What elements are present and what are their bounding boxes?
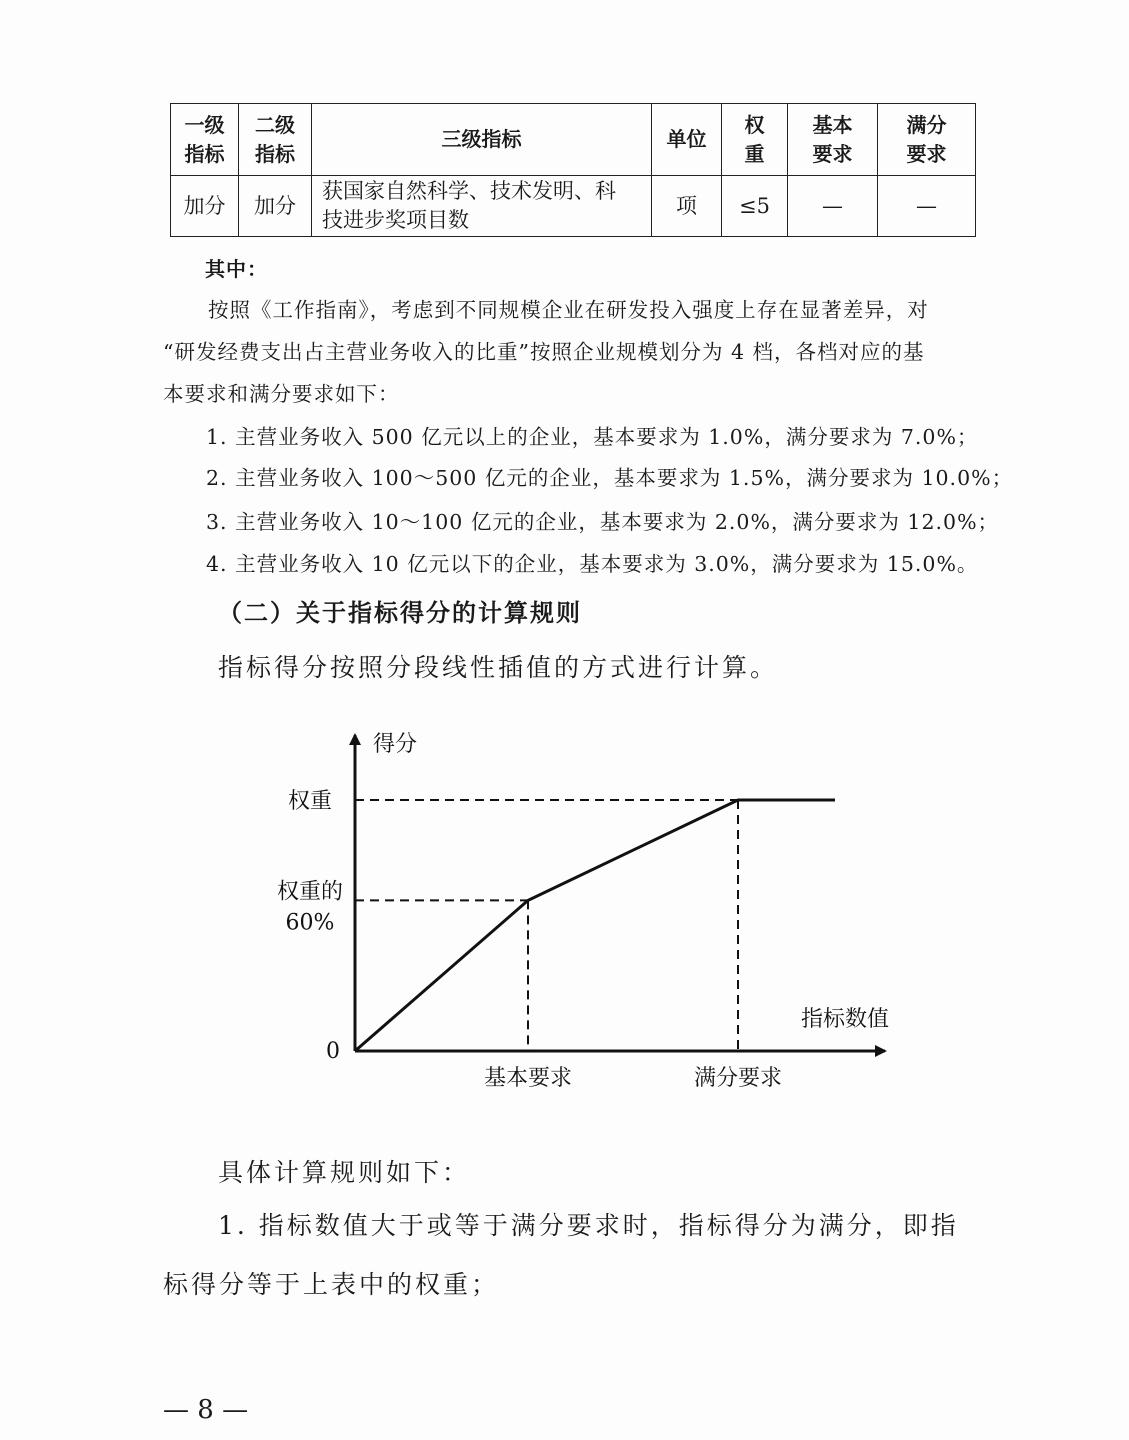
y-tick-60pct-line2: 60%: [285, 910, 335, 936]
cell-level2: 加分: [239, 176, 312, 237]
header-basic: 基本 要求: [788, 104, 878, 176]
rule1-line1: 1. 指标数值大于或等于满分要求时，指标得分为满分，即指: [218, 1211, 959, 1240]
header-level1: 一级 指标: [171, 104, 239, 176]
x-tick-full: 满分要求: [693, 1066, 783, 1091]
table-header-row: [171, 104, 976, 176]
section-intro: 指标得分按照分段线性插值的方式进行计算。: [218, 653, 779, 682]
header-full: 满分 要求: [878, 104, 976, 176]
cell-basic: —: [788, 176, 878, 237]
x-axis-label: 指标数值: [800, 1007, 890, 1032]
rule1-line2: 标得分等于上表中的权重；: [163, 1270, 500, 1299]
cell-weight: ≤5: [722, 176, 788, 237]
note-intro-line2: “研发经费支出占主营业务收入的比重”按照企业规模划分为 4 档，各档对应的基: [163, 340, 925, 364]
cell-unit: 项: [652, 176, 722, 237]
y-tick-60pct-line1: 权重的: [276, 879, 344, 905]
note-item: 1. 主营业务收入 500 亿元以上的企业，基本要求为 1.0%，满分要求为 7.0%；: [206, 425, 979, 449]
note-heading: 其中：: [205, 257, 268, 281]
header-unit: 单位: [652, 104, 722, 176]
y-axis-label: 得分: [373, 732, 418, 757]
cell-full: —: [878, 176, 976, 237]
header-weight: 权 重: [722, 104, 788, 176]
section-heading: （二）关于指标得分的计算规则: [218, 599, 582, 627]
note-item: 2. 主营业务收入 100～500 亿元的企业，基本要求为 1.5%，满分要求为 10.0%；: [206, 466, 1014, 490]
x-tick-basic: 基本要求: [483, 1066, 573, 1091]
header-level3: 三级指标: [312, 104, 652, 176]
y-tick-weight: 权重: [287, 789, 333, 814]
note-item: 4. 主营业务收入 10 亿元以下的企业，基本要求为 3.0%，满分要求为 15.0%。: [206, 552, 979, 576]
note-intro-line3: 本要求和满分要求如下：: [163, 382, 400, 406]
table-row: [171, 176, 976, 237]
cell-level3: 获国家自然科学、技术发明、科 技进步奖项目数: [312, 176, 652, 237]
note-item: 3. 主营业务收入 10～100 亿元的企业，基本要求为 2.0%，满分要求为 12.0%；: [206, 510, 1000, 534]
page-number: — 8 —: [163, 1395, 249, 1425]
score-chart: [255, 720, 905, 1100]
cell-level1: 加分: [171, 176, 239, 237]
rules-intro: 具体计算规则如下：: [218, 1158, 471, 1187]
indicator-table: [170, 103, 976, 237]
note-intro-line1: 按照《工作指南》，考虑到不同规模企业在研发投入强度上存在显著差异，对: [208, 298, 929, 322]
origin-label: 0: [326, 1039, 340, 1064]
header-level2: 二级 指标: [239, 104, 312, 176]
score-line: [355, 800, 835, 1051]
